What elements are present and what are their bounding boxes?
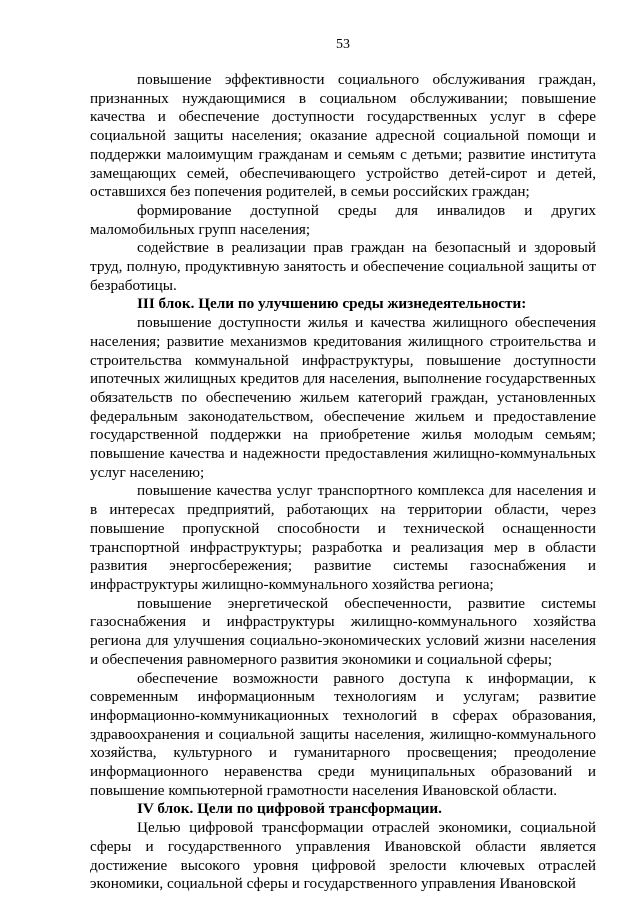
document-body (90, 71, 596, 894)
section-heading-block-3: III блок. Цели по улучшению среды жизнедеятельности: (137, 295, 527, 313)
paragraph-housing: повышение доступности жилья и качества жилищного обеспечения населения; развитие механизмов кредитования жилищного строительства и строительства коммунальной инфраструктуры, повышение доступности ипотечных жилищных кредитов для населения, выполнение государственных обязательств по обеспечению жильем категорий граждан, установленных федеральным законодательством, обеспечение жильем и предоставление государственной поддержки на приобретение жилья молодым семьям; повышение качества и надежности предоставления жилищно-коммунальных услуг населению; (90, 314, 596, 481)
document-page (90, 36, 596, 894)
page-number: 53 (336, 37, 350, 52)
paragraph-digital-transformation: Целью цифровой трансформации отраслей экономики, социальной сферы и государственного управления Ивановской области является достижение высокого уровня цифровой зрелости ключевых отраслей экономики, социальной сферы и государственного управления Ивановской (90, 819, 596, 893)
paragraph-transport: повышение качества услуг транспортного комплекса для населения и в интересах предприятий, работающих на территории области, через повышение пропускной способности и технической оснащенности транспортной инфраструктуры; разработка и реализация мер в области развития энергосбережения; развитие системы газоснабжения и инфраструктуры жилищно-коммунального хозяйства региона; (90, 482, 596, 593)
paragraph-labor-rights: содействие в реализации прав граждан на безопасный и здоровый труд, полную, продуктивную занятость и обеспечение социальной защиты от безработицы. (90, 239, 596, 294)
paragraph-information-access: обеспечение возможности равного доступа к информации, к современным информационным технологиям и услугам; развитие информационно-коммуникационных технологий в сферах образования, здравоохранения и социальной защиты населения, жилищно-коммунального хозяйства, культурного и гуманитарного просвещения; преодоление информационного неравенства среди муниципальных образований и повышение компьютерной грамотности населения Ивановской области. (90, 669, 596, 799)
paragraph-energy: повышение энергетической обеспеченности, развитие системы газоснабжения и инфраструктуры жилищно-коммунального хозяйства региона для улучшения социально-экономических условий жизни населения и обеспечения равномерного развития экономики и социальной сферы; (90, 594, 596, 668)
paragraph-social-services: повышение эффективности социального обслуживания граждан, признанных нуждающимися в социальном обслуживании; повышение качества и обеспечение доступности государственных услуг в сфере социальной защиты населения; оказание адресной социальной помощи и поддержки малоимущим гражданам и семьям с детьми; развитие института замещающих семей, обеспечивающего устройство детей-сирот и детей, оставшихся без попечения родителей, в семьи российских граждан; (90, 71, 596, 201)
section-heading-block-4: IV блок. Цели по цифровой трансформации. (137, 800, 442, 818)
paragraph-accessible-environment: формирование доступной среды для инвалидов и других маломобильных групп населения; (90, 201, 596, 238)
